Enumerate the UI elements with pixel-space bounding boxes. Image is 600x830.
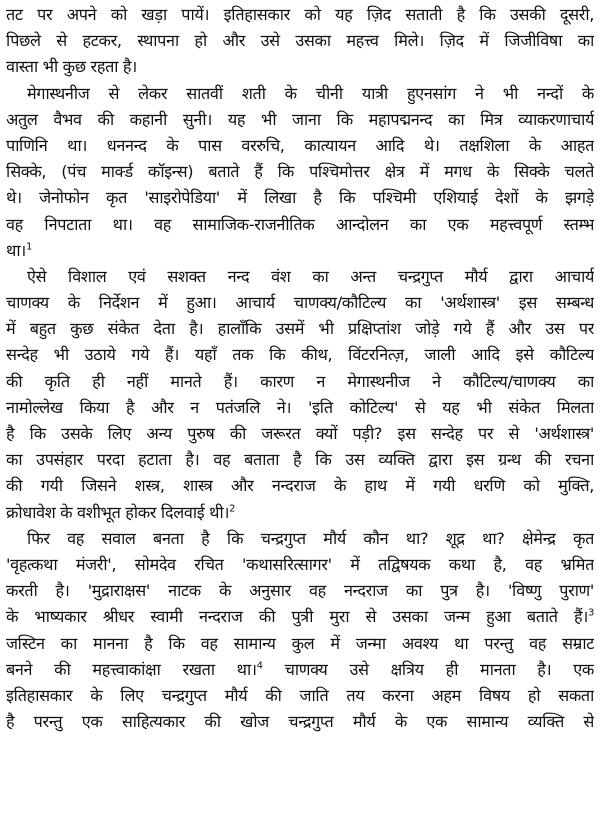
text-line: करती है। 'मुद्राराक्षस' नाटक के अनुसार वह नन्दराज का पुत्र है। 'विष्णु पुराण' <box>6 581 594 601</box>
text-line: 'वृहत्कथा मंजरी', सोमदेव रचित 'कथासरित्सागर' में तद्विषयक कथा है, वह भ्रमित <box>6 554 594 574</box>
footnote-marker: 2 <box>229 503 236 515</box>
text-line <box>6 657 594 683</box>
text-line: पाणिनि था। धननन्द के पास वररुचि, कात्यायन आदि थे। तक्षशिला के आहत <box>6 135 594 155</box>
line-text: था। <box>6 240 26 260</box>
text-line: चाणक्य के निर्देशन में हुआ। आचार्य चाणक्य/कौटिल्य का 'अर्थशास्त्र' इस सम्बन्ध <box>6 293 594 313</box>
text-line: पिछले से हटकर, स्थापना हो और उसे उसका महत्त्व मिले। ज़िद में जिजीविषा का <box>6 31 594 51</box>
line-text: बनने की महत्त्वाकांक्षा रखता था। <box>6 659 257 679</box>
text-line: है कि उसके लिए अन्य पुरुष की जरूरत क्यों पड़ी? इस सन्देह पर से 'अर्थशास्त्र' <box>6 424 594 443</box>
text-line: ऐसे विशाल एवं सशक्त नन्द वंश का अन्त चन्द्रगुप्त मौर्य द्वारा आचार्य <box>27 266 594 286</box>
paragraph-3 <box>6 264 594 526</box>
text-line: वास्ता भी कुछ रहता है। <box>6 57 137 77</box>
line-text: चाणक्य उसे क्षत्रिय ही मानता है। एक <box>262 659 594 679</box>
text-line: तट पर अपने को खड़ा पायें। इतिहासकार को यह ज़िद सताती है कि उसकी दूसरी, <box>6 5 594 24</box>
text-line: की गयी जिसने शस्त्र, शास्त्र और नन्दराज के हाथ में गयी धरणि को मुक्ति, <box>6 476 594 496</box>
footnote-marker: 4 <box>256 660 263 672</box>
text-line: इतिहासकार के लिए चन्द्रगुप्त मौर्य की जाति तय करना अहम विषय हो सकता <box>6 685 594 705</box>
line-text: क्रोधावेश के वशीभूत होकर दिलवाई थी। <box>6 502 230 522</box>
text-line: जस्टिन का मानना है कि वह सामान्य कुल में जन्मा अवश्य था परन्तु वह सम्राट <box>6 633 594 653</box>
text-line: थे। जेनोफोन कृत 'साइरोपेडिया' में लिखा है कि पश्चिमी एशियाई देशों के झगड़े <box>6 188 594 208</box>
text-line: है परन्तु एक साहित्यकार की खोज चन्द्रगुप्त मौर्य के एक सामान्य व्यक्ति से <box>6 712 594 732</box>
text-line: का उपसंहार परदा हटाता है। वह बताता है कि उस व्यक्ति द्वारा इस ग्रन्थ की रचना <box>6 450 594 470</box>
text-line <box>6 604 594 630</box>
paragraph-1 <box>6 2 594 81</box>
text-line: मेगास्थनीज से लेकर सातवीं शती के चीनी यात्री हुएनसांग ने भी नन्दों के <box>27 83 594 103</box>
text-line <box>6 238 594 264</box>
text-line: में बहुत कुछ संकेत देता है। हालाँकि उसमें भी प्रक्षिप्तांश जोड़े गये हैं और उस पर <box>6 319 594 339</box>
text-line: वह निपटाता था। वह सामाजिक-राजनीतिक आन्दोलन का एक महत्त्वपूर्ण स्तम्भ <box>6 214 594 234</box>
text-line: सिक्के, (पंच मार्क्ड कॉइन्स) बताते हैं कि पश्चिमोत्तर क्षेत्र में मगध के सिक्के चलते <box>6 162 594 182</box>
text-line <box>6 500 594 526</box>
text-line: अतुल वैभव की कहानी सुनी। यह भी जाना कि महापद्मनन्द का मित्र व्याकरणाचार्य <box>6 109 594 129</box>
text-line: नामोल्लेख किया है और न पतंजलि ने। 'इति कोटिल्य' से यह भी संकेत मिलता <box>6 397 594 417</box>
text-line: फिर वह सवाल बनता है कि चन्द्रगुप्त मौर्य कौन था? शूद्र था? क्षेमेन्द्र कृत <box>27 528 594 548</box>
line-text: के भाष्यकार श्रीधर स्वामी नन्दराज की पुत्री मुरा से उसका जन्म हुआ बताते हैं। <box>6 607 588 627</box>
footnote-marker: 3 <box>587 607 594 619</box>
paragraph-4 <box>6 526 594 736</box>
text-line: सन्देह भी उठाये गये हैं। यहाँ तक कि कीथ, विंटरनित्ज़, जाली आदि इसे कौटिल्य <box>6 345 594 365</box>
text-line: की कृति ही नहीं मानते हैं। कारण न मेगास्थनीज ने कौटिल्य/चाणक्य का <box>6 371 594 391</box>
paragraph-2 <box>6 81 594 264</box>
footnote-marker: 1 <box>25 241 32 253</box>
